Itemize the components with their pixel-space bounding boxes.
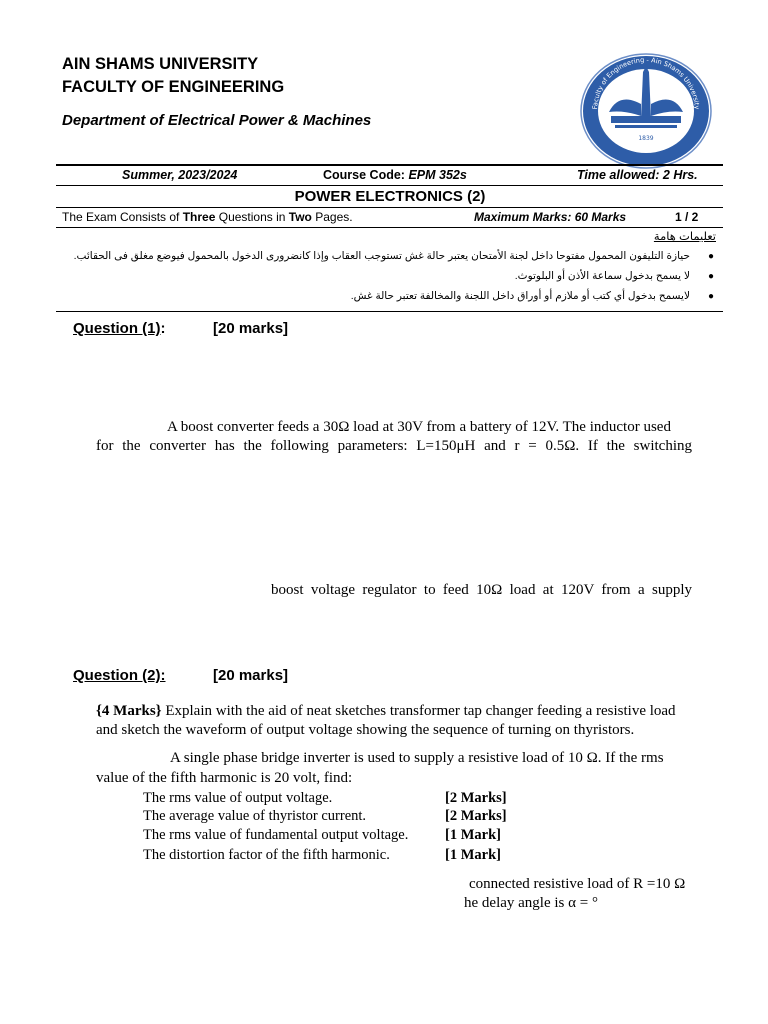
exam-title: POWER ELECTRONICS (2) [294,188,486,205]
sub-question-text: The rms value of fundamental output voltage. [143,827,409,843]
question-2-label: Question (2): [73,667,166,684]
bullet-icon: ● [707,271,714,282]
header-rule-2 [56,185,723,186]
course-code-value: EPM 352s [408,168,467,182]
question-1-label: Question (1) [73,320,161,337]
instruction-item [351,290,714,302]
question-2-part-b-line: A single phase bridge inverter is used to supply a resistive load of 10 Ω. If the rms [170,750,664,766]
instruction-text: لايسمح بدخول أي كتب أو ملازم أو أوراق داخل اللجنة والمخالفة تعتبر حالة غش. [350,290,690,302]
bullet-icon: ● [707,251,714,262]
university-name: AIN SHAMS UNIVERSITY [62,55,259,73]
sub-question-text: The average value of thyristor current. [143,808,367,824]
question-1-marks: [20 marks] [213,320,289,337]
question-1-text-line: A boost converter feeds a 30Ω load at 30V from a battery of 12V. The inductor used [167,419,671,435]
faculty-name: FACULTY OF ENGINEERING [62,78,285,96]
question-2-heading [73,667,166,684]
question-1-text-line: for the converter has the following parameters: L=150μH and r = 0.5Ω. If the switching [96,438,692,454]
page-number: 1 / 2 [675,210,699,224]
header-rule-3 [56,207,723,208]
course-code [323,168,467,182]
bullet-icon: ● [707,291,714,302]
question-2-part-a-line: and sketch the waveform of output voltage showing the sequence of turning on thyristors. [96,722,635,738]
instruction-item [74,250,714,262]
consists-suffix: Pages. [311,210,353,224]
maximum-marks: Maximum Marks: 60 Marks [474,210,627,224]
header-rule-4 [56,227,723,228]
question-2-part-c-line: connected resistive load of R =10 Ω [469,876,686,892]
department-name: Department of Electrical Power & Machines [62,112,372,129]
instruction-text: حيازة التليفون المحمول مفتوحا داخل لجنة الأمتحان يعتبر حالة غش تستوجب العقاب وإذا كانضرورى الدخول بالمحمول فيوضع مغلق فى الحقائب. [73,250,690,262]
course-code-label: Course Code: [323,168,409,182]
header-rule-top [56,164,723,166]
instructions-bottom-rule [56,311,723,312]
question-2-part-a-line [96,703,676,720]
sub-question-marks: [1 Mark] [445,847,501,863]
sub-question-marks: [2 Marks] [445,808,507,824]
seal-year: 1839 [638,135,654,142]
instructions-heading: تعليمات هامة [653,231,716,243]
consists-mid: Questions in [215,210,289,224]
sub-question-text: The distortion factor of the fifth harmonic. [143,847,390,863]
question-2-part-b-line: value of the fifth harmonic is 20 volt, find: [96,770,353,786]
seal-top-text: Faculty of Engineering - Ain Shams University [591,55,702,110]
instruction-text: لا يسمح بدخول سماعة الأذن أو البلوتوث. [514,270,690,282]
part-a-text: Explain with the aid of neat sketches transformer tap changer feeding a resistive load [161,703,676,719]
sub-question-marks: [2 Marks] [445,790,507,806]
instruction-item [515,270,714,282]
question-1-text-line: boost voltage regulator to feed 10Ω load at 120V from a supply [271,582,692,598]
exam-session: Summer, 2023/2024 [122,168,238,182]
question-2-marks: [20 marks] [213,667,289,684]
question-1-colon: : [160,320,166,337]
consists-prefix: The Exam Consists of [62,210,183,224]
exam-consists-note [62,210,353,224]
question-2-part-c-line: he delay angle is α = ° [464,895,598,911]
part-a-marks: {4 Marks} [96,703,162,719]
sub-question-text: The rms value of output voltage. [143,790,333,806]
sub-question-marks: [1 Mark] [445,827,501,843]
consists-three: Three [182,210,216,224]
university-seal-icon [579,52,713,170]
consists-two: Two [288,210,312,224]
time-allowed: Time allowed: 2 Hrs. [577,168,698,182]
question-1-heading [73,320,166,337]
